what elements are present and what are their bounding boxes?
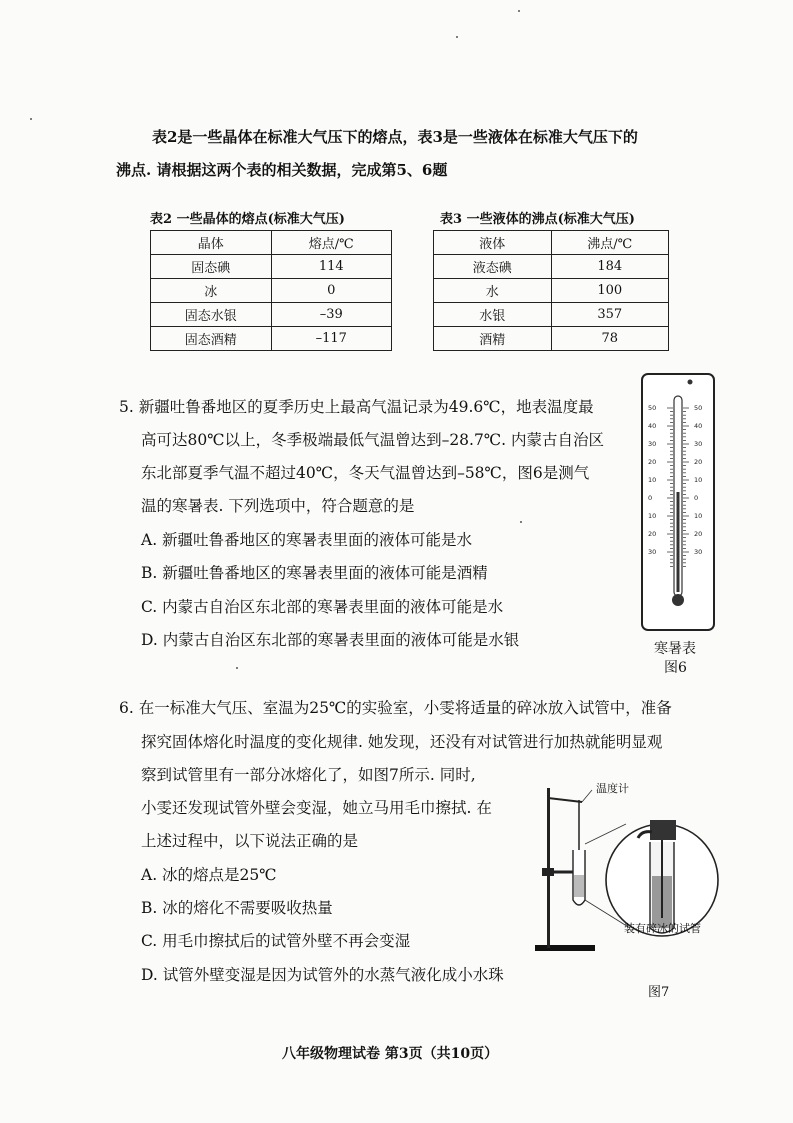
table3-header-liquid: 液体 bbox=[434, 231, 552, 255]
q6-option-c: C. 用毛巾擦拭后的试管外壁不再会变湿 bbox=[141, 932, 411, 950]
scale-label: 0 bbox=[648, 494, 653, 502]
table3 bbox=[433, 230, 669, 351]
fig6-label: 寒暑表 bbox=[654, 641, 696, 657]
table-cell: 液态碘 bbox=[434, 255, 552, 279]
scale-label: 50 bbox=[648, 404, 657, 412]
table-cell: 184 bbox=[551, 255, 669, 279]
q5-option-b: B. 新疆吐鲁番地区的寒暑表里面的液体可能是酒精 bbox=[141, 564, 488, 582]
table-cell: 固态酒精 bbox=[151, 327, 272, 351]
thermometer-figure bbox=[640, 372, 716, 634]
table-cell: 78 bbox=[551, 327, 669, 351]
scan-speck bbox=[518, 10, 520, 12]
q6-line-1: 6. 在一标准大气压、室温为25℃的实验室，小雯将适量的碎冰放入试管中，准备 bbox=[119, 699, 672, 717]
q5-option-d: D. 内蒙古自治区东北部的寒暑表里面的液体可能是水银 bbox=[141, 631, 520, 649]
table-cell: 水 bbox=[434, 279, 552, 303]
scale-label: 10 bbox=[648, 476, 657, 484]
table2 bbox=[150, 230, 392, 351]
scale-label: 10 bbox=[694, 512, 703, 520]
q5-line-2: 高可达80℃以上，冬季极端最低气温曾达到–28.7℃. 内蒙古自治区 bbox=[141, 431, 605, 449]
table-cell: 酒精 bbox=[434, 327, 552, 351]
q5-line-4: 温的寒暑表. 下列选项中，符合题意的是 bbox=[141, 497, 415, 515]
table-row bbox=[434, 327, 669, 351]
page-footer: 八年级物理试卷 第3页（共10页） bbox=[282, 1046, 499, 1062]
thermometer-label: 温度计 bbox=[596, 782, 629, 795]
table3-caption: 表3 一些液体的沸点(标准大气压) bbox=[440, 212, 635, 227]
scale-label: 30 bbox=[648, 548, 657, 556]
scale-label: 20 bbox=[648, 530, 657, 538]
scale-label: 20 bbox=[648, 458, 657, 466]
table-row bbox=[434, 255, 669, 279]
q6-line-4: 小雯还发现试管外壁会变湿，她立马用毛巾擦拭. 在 bbox=[141, 799, 492, 817]
q5-option-c: C. 内蒙古自治区东北部的寒暑表里面的液体可能是水 bbox=[141, 598, 504, 616]
table-cell: 0 bbox=[271, 279, 392, 303]
scan-speck bbox=[456, 36, 458, 38]
table-row bbox=[151, 255, 392, 279]
table2-caption: 表2 一些晶体的熔点(标准大气压) bbox=[150, 212, 345, 227]
q6-option-a: A. 冰的熔点是25℃ bbox=[141, 866, 277, 884]
table-row bbox=[434, 279, 669, 303]
scale-label: 30 bbox=[694, 548, 703, 556]
table-row bbox=[151, 279, 392, 303]
table-cell: 固态碘 bbox=[151, 255, 272, 279]
table-cell: 114 bbox=[271, 255, 392, 279]
table-cell: 冰 bbox=[151, 279, 272, 303]
table-cell: –117 bbox=[271, 327, 392, 351]
scale-label: 20 bbox=[694, 458, 703, 466]
scale-label: 30 bbox=[694, 440, 703, 448]
q6-option-d: D. 试管外壁变湿是因为试管外的水蒸气液化成小水珠 bbox=[141, 966, 504, 984]
scale-label: 10 bbox=[648, 512, 657, 520]
scan-speck bbox=[236, 667, 238, 669]
table-cell: 固态水银 bbox=[151, 303, 272, 327]
table-row bbox=[434, 303, 669, 327]
q5-line-1: 5. 新疆吐鲁番地区的夏季历史上最高气温记录为49.6℃，地表温度最 bbox=[119, 398, 594, 416]
scan-speck bbox=[30, 118, 32, 120]
table2-header-melting-point: 熔点/℃ bbox=[271, 231, 392, 255]
scale-label: 0 bbox=[694, 494, 699, 502]
q5-option-a: A. 新疆吐鲁番地区的寒暑表里面的液体可能是水 bbox=[141, 531, 473, 549]
scale-label: 30 bbox=[648, 440, 657, 448]
q6-line-3: 察到试管里有一部分冰熔化了，如图7所示. 同时, bbox=[141, 766, 476, 784]
q5-line-3: 东北部夏季气温不超过40℃，冬天气温曾达到–58℃，图6是测气 bbox=[141, 464, 590, 482]
scale-label: 10 bbox=[694, 476, 703, 484]
q6-line-2: 探究固体熔化时温度的变化规律. 她发现，还没有对试管进行加热就能明显观 bbox=[141, 733, 663, 751]
intro-line-2: 沸点. 请根据这两个表的相关数据，完成第5、6题 bbox=[116, 161, 448, 179]
q6-option-b: B. 冰的熔化不需要吸收热量 bbox=[141, 899, 333, 917]
fig7-caption: 图7 bbox=[648, 985, 670, 1000]
table2-header-crystal: 晶体 bbox=[151, 231, 272, 255]
tube-label: 装有碎冰的试管 bbox=[624, 922, 701, 935]
table-row bbox=[151, 327, 392, 351]
table-cell: 水银 bbox=[434, 303, 552, 327]
intro-line-1: 表2是一些晶体在标准大气压下的熔点，表3是一些液体在标准大气压下的 bbox=[152, 128, 638, 146]
table-cell: 100 bbox=[551, 279, 669, 303]
scale-label: 20 bbox=[694, 530, 703, 538]
table-row bbox=[434, 231, 669, 255]
table-cell: 357 bbox=[551, 303, 669, 327]
fig6-caption: 图6 bbox=[664, 660, 687, 676]
scale-label: 40 bbox=[648, 422, 657, 430]
scale-label: 50 bbox=[694, 404, 703, 412]
table-row bbox=[151, 231, 392, 255]
table3-header-boiling-point: 沸点/℃ bbox=[551, 231, 669, 255]
table-row bbox=[151, 303, 392, 327]
table-cell: –39 bbox=[271, 303, 392, 327]
q6-line-5: 上述过程中，以下说法正确的是 bbox=[141, 832, 359, 850]
scan-speck bbox=[520, 521, 522, 523]
scale-label: 40 bbox=[694, 422, 703, 430]
